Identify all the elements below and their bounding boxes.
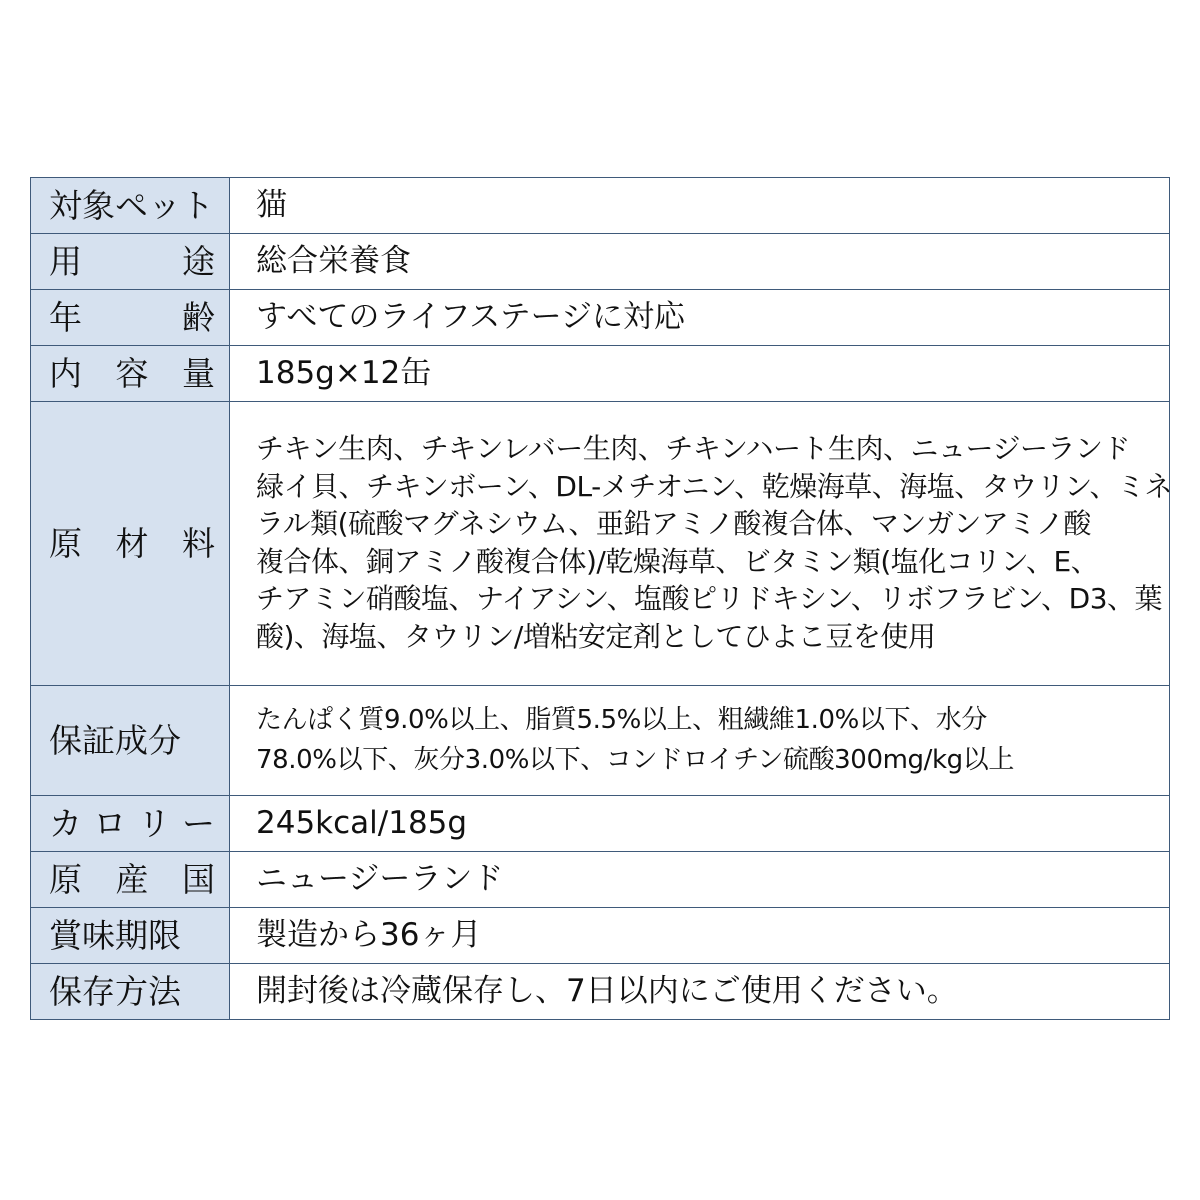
- product-spec-table: [30, 177, 1173, 1020]
- spec-label-cell: [31, 686, 230, 796]
- spec-value-cell: [230, 178, 1170, 234]
- ingredients-line: ラル類(硫酸マグネシウム、亜鉛アミノ酸複合体、マンガンアミノ酸: [256, 507, 1091, 540]
- ingredients-line: 緑イ貝、チキンボーン、DL-メチオニン、乾燥海草、海塩、タウリン、ミネ: [256, 469, 1173, 503]
- ingredients-line: チキン生肉、チキンレバー生肉、チキンハート生肉、ニュージーランド: [256, 432, 1130, 465]
- spec-label: 原産国: [49, 859, 215, 899]
- spec-label: 用途: [49, 241, 215, 281]
- spec-value: 開封後は冷蔵保存し、7日以内にご使用ください。: [256, 972, 958, 1009]
- spec-label: 年齢: [49, 297, 215, 337]
- spec-label-cell: [31, 402, 230, 686]
- spec-value: すべてのライフステージに対応: [256, 298, 686, 335]
- spec-row-age: [31, 290, 1170, 346]
- spec-row-purpose: [31, 234, 1170, 290]
- spec-label: 保証成分: [49, 720, 181, 760]
- spec-value: 245kcal/185g: [256, 804, 468, 841]
- spec-value-cell: [230, 908, 1170, 964]
- spec-row-calories: [31, 796, 1170, 852]
- spec-row-guaranteed-analysis: [31, 686, 1170, 796]
- spec-value-cell: [230, 964, 1170, 1020]
- spec-value-cell: [230, 686, 1170, 796]
- guaranteed-analysis-text: [230, 698, 1169, 784]
- spec-value-cell: [230, 796, 1170, 852]
- spec-label-cell: [31, 964, 230, 1020]
- spec-label: 原材料: [49, 523, 215, 563]
- spec-value-cell: [230, 234, 1170, 290]
- spec-label-cell: [31, 852, 230, 908]
- spec-label-cell: [31, 908, 230, 964]
- spec-label: 賞味期限: [49, 915, 181, 955]
- spec-row-contents: [31, 346, 1170, 402]
- ingredients-line: 酸)、海塩、タウリン/増粘安定剤としてひよこ豆を使用: [256, 619, 936, 653]
- spec-row-storage: [31, 964, 1170, 1020]
- spec-value-cell: [230, 346, 1170, 402]
- ingredients-text: [230, 428, 1173, 659]
- spec-value: 185g×12缶: [256, 354, 432, 391]
- spec-label-cell: [31, 290, 230, 346]
- ingredients-line: 複合体、銅アミノ酸複合体)/乾燥海草、ビタミン類(塩化コリン、E、: [256, 544, 1099, 578]
- spec-row-ingredients: [31, 402, 1170, 686]
- spec-value: 製造から36ヶ月: [256, 916, 482, 953]
- spec-value: ニュージーランド: [256, 860, 504, 897]
- spec-label-cell: [31, 178, 230, 234]
- spec-value-cell: [230, 852, 1170, 908]
- analysis-line: 78.0%以下、灰分3.0%以下、コンドロイチン硫酸300mg/kg以上: [256, 744, 1014, 775]
- spec-value: 総合栄養食: [256, 242, 411, 279]
- spec-label: 保存方法: [49, 971, 181, 1011]
- analysis-line: たんぱく質9.0%以上、脂質5.5%以上、粗繊維1.0%以下、水分: [256, 704, 987, 735]
- spec-row-origin: [31, 852, 1170, 908]
- spec-label: 対象ペット: [49, 185, 214, 225]
- spec-value: 猫: [256, 186, 287, 223]
- spec-label: 内容量: [49, 353, 215, 393]
- spec-label-cell: [31, 234, 230, 290]
- spec-label-cell: [31, 346, 230, 402]
- spec-label: カロリー: [49, 803, 215, 843]
- spec-label-cell: [31, 796, 230, 852]
- spec-value-cell: [230, 402, 1173, 686]
- spec-row-target-pet: [31, 178, 1170, 234]
- ingredients-line: チアミン硝酸塩、ナイアシン、塩酸ピリドキシン、リボフラビン、D3、葉: [256, 582, 1163, 615]
- spec-value-cell: [230, 290, 1170, 346]
- spec-row-best-before: [31, 908, 1170, 964]
